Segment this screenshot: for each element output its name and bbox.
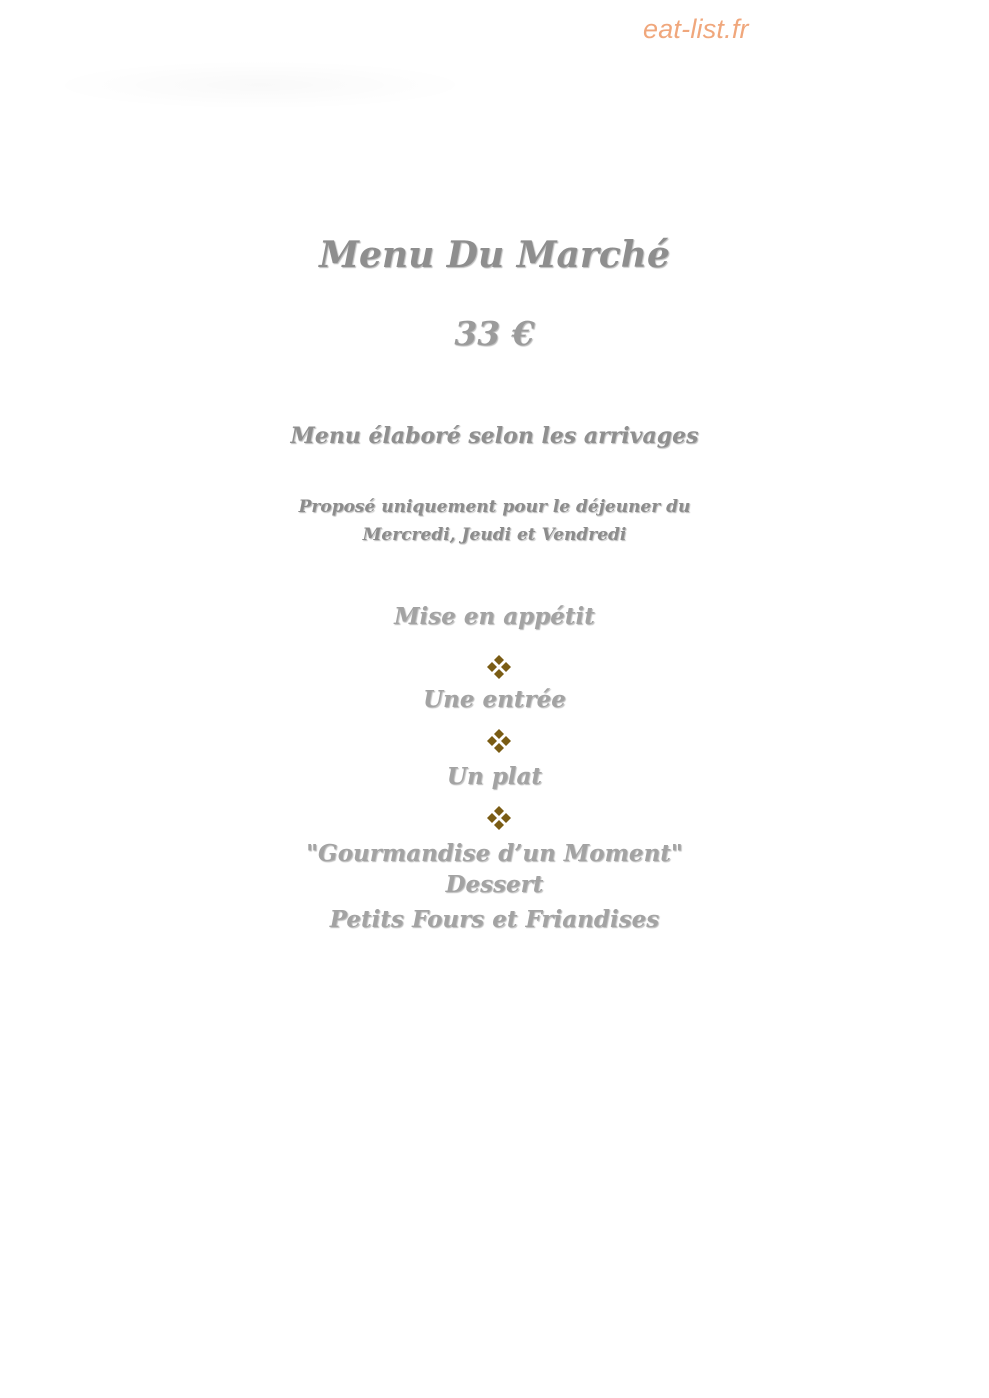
course-item: Un plat (446, 763, 543, 790)
four-diamond-ornament-icon (486, 805, 512, 831)
menu-title: Menu Du Marché (319, 234, 670, 276)
course-item: Mise en appétit (394, 603, 595, 630)
availability-note-line-1: Proposé uniquement pour le déjeuner du (298, 497, 691, 517)
course-item: "Gourmandise d’un Moment" (306, 840, 683, 867)
watermark-link[interactable]: eat-list.fr (643, 14, 749, 44)
availability-note (0, 493, 989, 549)
menu-price: 33 € (454, 314, 535, 353)
four-diamond-ornament-icon (486, 728, 512, 754)
course-item: Une entrée (423, 686, 566, 713)
menu-subtitle: Menu élaboré selon les arrivages (290, 423, 699, 449)
course-item: Petits Fours et Friandises (329, 906, 660, 933)
four-diamond-ornament-icon (486, 654, 512, 680)
faded-logo-area (45, 60, 475, 110)
course-item: Dessert (445, 871, 544, 898)
availability-note-line-2: Mercredi, Jeudi et Vendredi (362, 525, 627, 545)
